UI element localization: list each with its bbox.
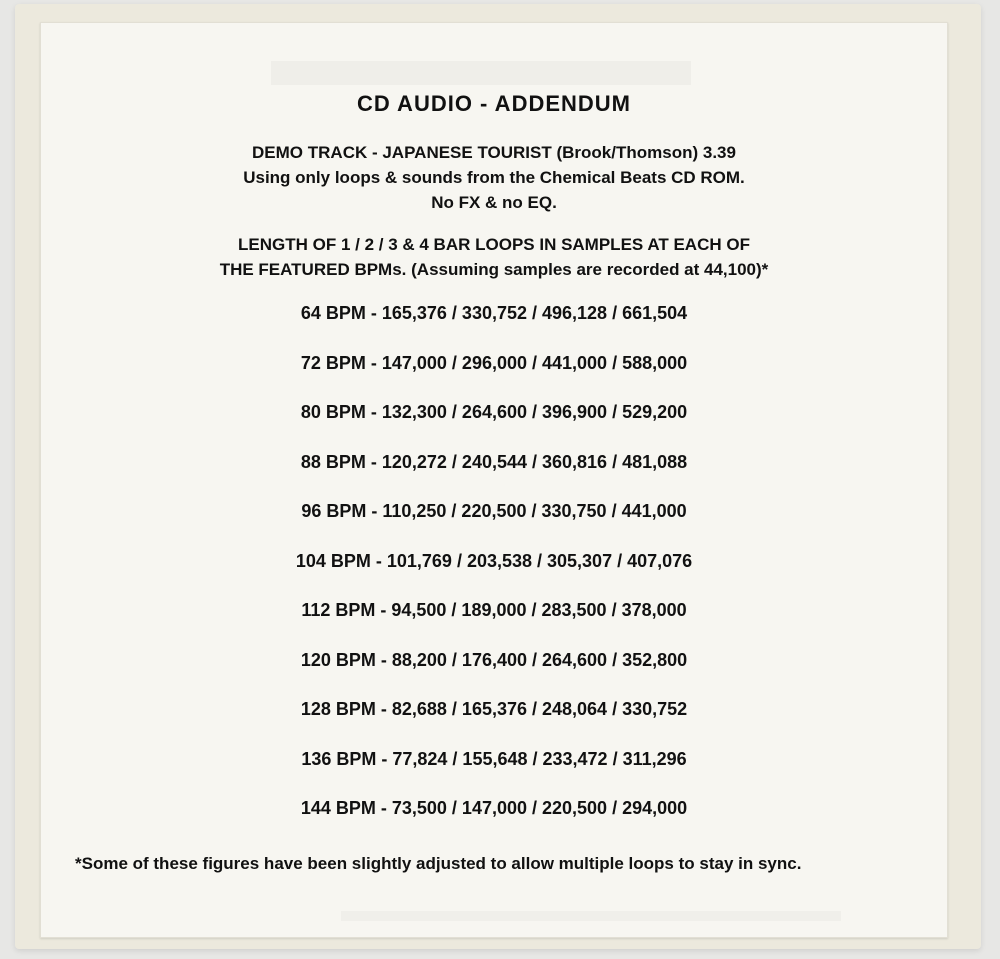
show-through-shadow: [271, 61, 691, 85]
bpm-row: 80 BPM - 132,300 / 264,600 / 396,900 / 529,200: [300, 402, 688, 422]
bpm-row: 64 BPM - 165,376 / 330,752 / 496,128 / 661,504: [300, 303, 688, 323]
demo-track-title: DEMO TRACK - JAPANESE TOURIST: [252, 143, 552, 162]
bpm-row: 112 BPM - 94,500 / 189,000 / 283,500 / 378,000: [301, 600, 687, 620]
page-title: CD AUDIO - ADDENDUM: [356, 91, 632, 116]
addendum-insert: [40, 22, 948, 938]
bpm-row: 88 BPM - 120,272 / 240,544 / 360,816 / 481,088: [300, 451, 688, 472]
bpm-row: 144 BPM - 73,500 / 147,000 / 220,500 / 294,000: [300, 798, 688, 818]
bpm-row: 120 BPM - 88,200 / 176,400 / 264,600 / 352,800: [300, 649, 688, 670]
loop-length-heading: LENGTH OF 1 / 2 / 3 & 4 BAR LOOPS IN SAMPLES AT EACH OF: [238, 235, 750, 254]
demo-track-line: [41, 143, 947, 163]
demo-track-credit: (Brook/Thomson) 3.39: [551, 143, 736, 162]
bpm-row: 96 BPM - 110,250 / 220,500 / 330,750 / 441,000: [301, 501, 687, 521]
loop-length-subheading: [41, 260, 947, 280]
bpm-row: 128 BPM - 82,688 / 165,376 / 248,064 / 330,752: [300, 699, 688, 719]
demo-track-note: No FX & no EQ.: [431, 193, 557, 212]
featured-bpms-label: THE FEATURED BPMs.: [219, 260, 407, 279]
bpm-row: 72 BPM - 147,000 / 296,000 / 441,000 / 588,000: [300, 352, 688, 373]
show-through-shadow: [341, 911, 841, 921]
footnote: *Some of these figures have been slightly adjusted to allow multiple loops to stay in sync.: [75, 854, 802, 873]
bpm-row: 136 BPM - 77,824 / 155,648 / 233,472 / 311,296: [301, 748, 687, 769]
demo-track-description: Using only loops & sounds from the Chemical Beats CD ROM.: [243, 168, 745, 187]
sample-rate-note: (Assuming samples are recorded at 44,100)*: [406, 260, 769, 279]
bpm-row: 104 BPM - 101,769 / 203,538 / 305,307 / 407,076: [295, 550, 693, 571]
